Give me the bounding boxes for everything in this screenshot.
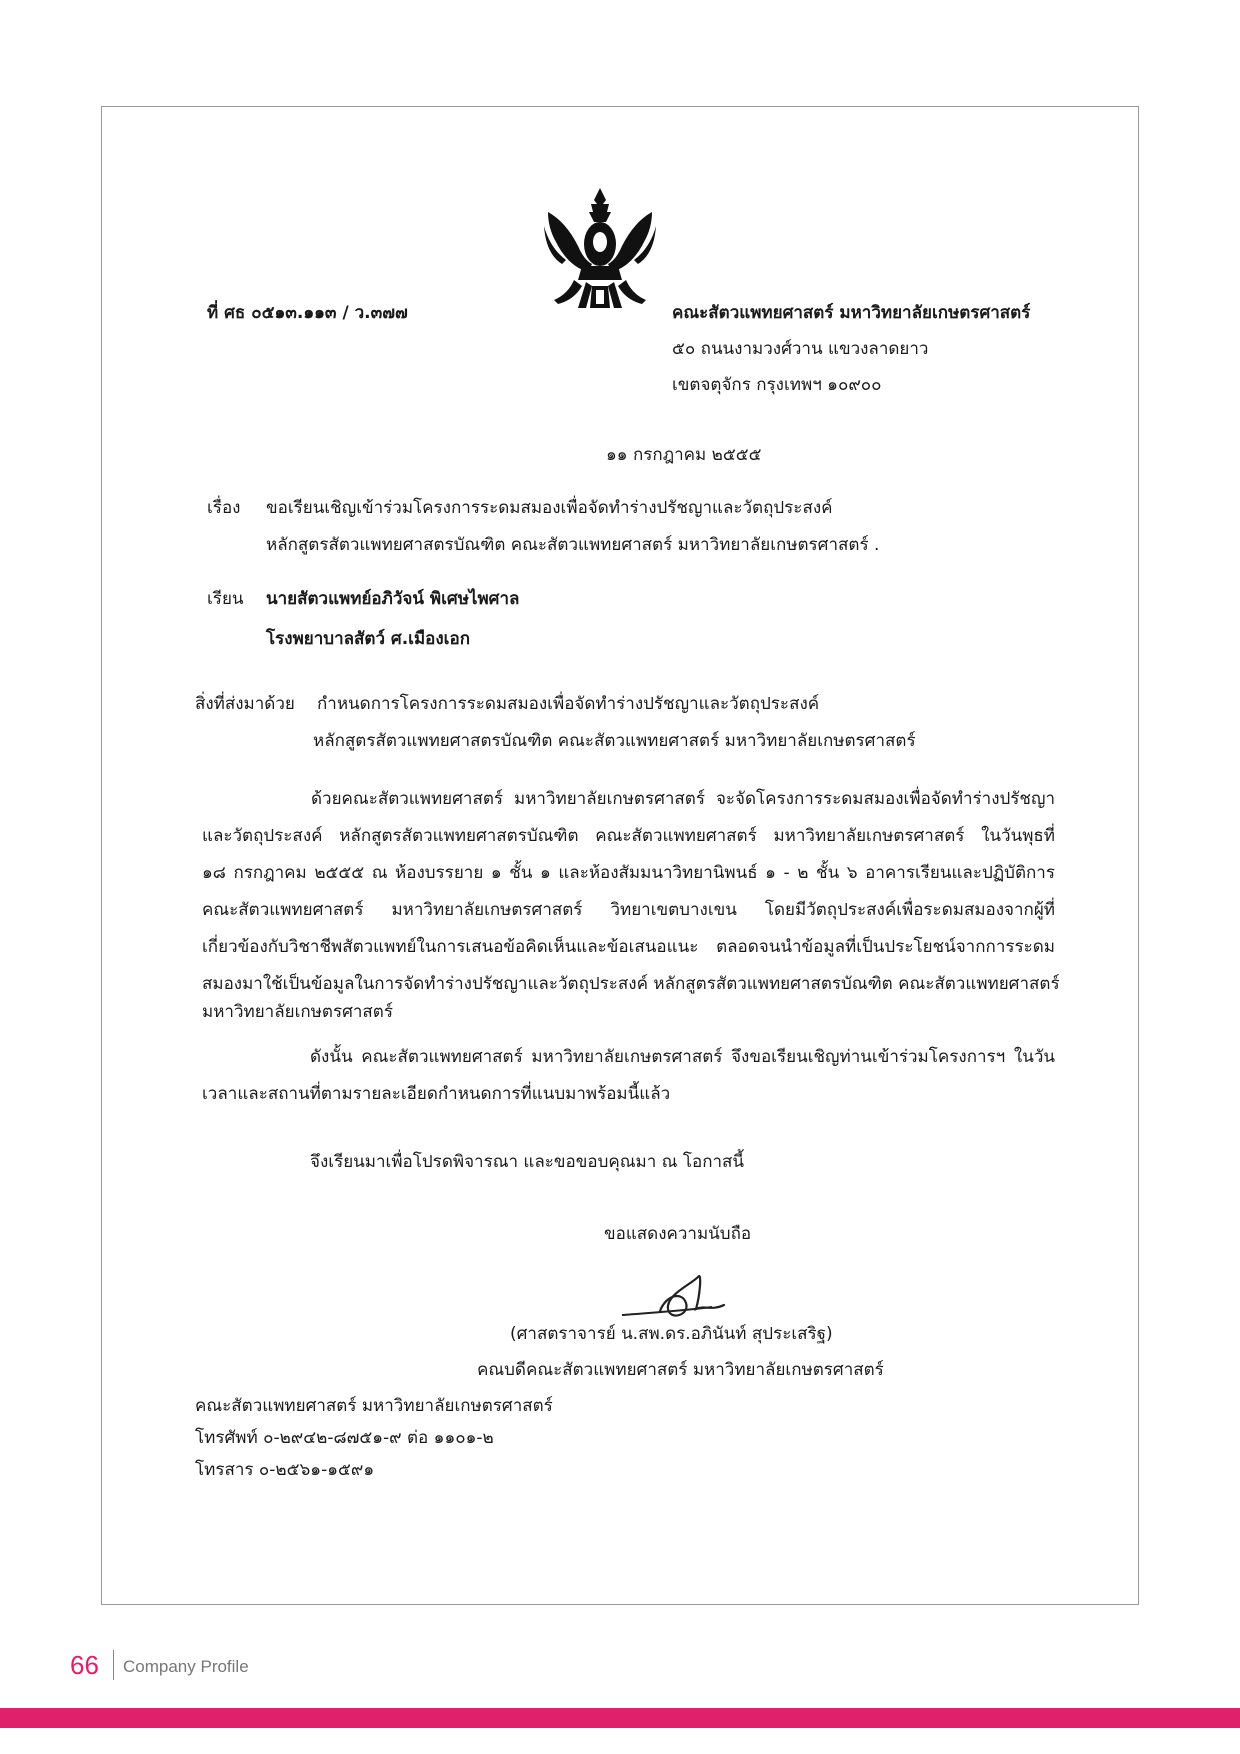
body-paragraph-1-line: และวัตถุประสงค์ หลักสูตรสัตวแพทยศาสตรบัณฑิต คณะสัตวแพทยศาสตร์ มหาวิทยาลัยเกษตรศาสตร์ ในวันพุธที่ bbox=[202, 826, 1055, 846]
sender-organization: คณะสัตวแพทยศาสตร์ มหาวิทยาลัยเกษตรศาสตร์ bbox=[672, 303, 1031, 323]
contact-organization: คณะสัตวแพทยศาสตร์ มหาวิทยาลัยเกษตรศาสตร์ bbox=[195, 1396, 553, 1416]
subject-line-2: หลักสูตรสัตวแพทยศาสตรบัณฑิต คณะสัตวแพทยศาสตร์ มหาวิทยาลัยเกษตรศาสตร์ . bbox=[266, 535, 880, 555]
subject-line-1: ขอเรียนเชิญเข้าร่วมโครงการระดมสมองเพื่อจัดทำร่างปรัชญาและวัตถุประสงค์ bbox=[266, 498, 833, 518]
garuda-emblem-icon bbox=[538, 182, 662, 318]
closing-salutation: ขอแสดงความนับถือ bbox=[604, 1224, 752, 1244]
signer-name: (ศาสตราจารย์ น.สพ.ดร.อภินันท์ สุประเสริฐ) bbox=[510, 1324, 833, 1344]
signer-title: คณบดีคณะสัตวแพทยศาสตร์ มหาวิทยาลัยเกษตรศาสตร์ bbox=[477, 1360, 884, 1380]
contact-fax: โทรสาร ๐-๒๕๖๑-๑๕๙๑ bbox=[195, 1460, 375, 1480]
footer-divider bbox=[113, 1650, 114, 1680]
page-number: 66 bbox=[70, 1650, 99, 1680]
enclosure-line-2: หลักสูตรสัตวแพทยศาสตรบัณฑิต คณะสัตวแพทยศาสตร์ มหาวิทยาลัยเกษตรศาสตร์ bbox=[313, 731, 916, 751]
letter-date: ๑๑ กรกฎาคม ๒๕๕๕ bbox=[606, 445, 762, 465]
footer-label: Company Profile bbox=[123, 1657, 249, 1676]
contact-phone: โทรศัพท์ ๐-๒๙๔๒-๘๗๕๑-๙ ต่อ ๑๑๐๑-๒ bbox=[195, 1428, 494, 1448]
recipient-label: เรียน bbox=[207, 589, 244, 609]
body-paragraph-2-line: ดังนั้น คณะสัตวแพทยศาสตร์ มหาวิทยาลัยเกษตรศาสตร์ จึงขอเรียนเชิญท่านเข้าร่วมโครงการฯ ในวัน bbox=[310, 1047, 1055, 1067]
closing-request: จึงเรียนมาเพื่อโปรดพิจารณา และขอขอบคุณมา ณ โอกาสนี้ bbox=[310, 1152, 745, 1172]
body-paragraph-1-line: ๑๘ กรกฎาคม ๒๕๕๕ ณ ห้องบรรยาย ๑ ชั้น ๑ และห้องสัมมนาวิทยานิพนธ์ ๑ - ๒ ชั้น ๖ อาคารเรียนและปฏิบัติการ bbox=[202, 863, 1055, 883]
body-paragraph-1-line: มหาวิทยาลัยเกษตรศาสตร์ bbox=[202, 1002, 393, 1022]
enclosure-label: สิ่งที่ส่งมาด้วย bbox=[195, 694, 295, 714]
body-paragraph-1-line: เกี่ยวข้องกับวิชาชีพสัตวแพทย์ในการเสนอข้อคิดเห็นและข้อเสนอแนะ ตลอดจนนำข้อมูลที่เป็นประโยชน์จากการระดม bbox=[202, 937, 1055, 957]
footer-accent-bar bbox=[0, 1708, 1240, 1728]
handwritten-signature bbox=[620, 1265, 740, 1327]
sender-address-line-2: เขตจตุจักร กรุงเทพฯ ๑๐๙๐๐ bbox=[672, 375, 882, 395]
body-paragraph-2-line: เวลาและสถานที่ตามรายละเอียดกำหนดการที่แนบมาพร้อมนี้แล้ว bbox=[202, 1084, 671, 1104]
subject-label: เรื่อง bbox=[207, 498, 241, 518]
recipient-name: นายสัตวแพทย์อภิวัจน์ พิเศษไพศาล bbox=[266, 589, 520, 609]
body-paragraph-1-line: ด้วยคณะสัตวแพทยศาสตร์ มหาวิทยาลัยเกษตรศาสตร์ จะจัดโครงการระดมสมองเพื่อจัดทำร่างปรัชญา bbox=[311, 789, 1055, 809]
body-paragraph-1-line: คณะสัตวแพทยศาสตร์ มหาวิทยาลัยเกษตรศาสตร์ วิทยาเขตบางเขน โดยมีวัตถุประสงค์เพื่อระดมสมองจากผู้ที่ bbox=[202, 900, 1055, 920]
sender-address-line-1: ๕๐ ถนนงามวงศ์วาน แขวงลาดยาว bbox=[672, 339, 929, 359]
enclosure-line-1: กำหนดการโครงการระดมสมองเพื่อจัดทำร่างปรัชญาและวัตถุประสงค์ bbox=[317, 694, 820, 714]
reference-number: ที่ ศธ ๐๕๑๓.๑๑๓ / ว.๓๗๗ bbox=[207, 303, 408, 323]
body-paragraph-1-line: สมองมาใช้เป็นข้อมูลในการจัดทำร่างปรัชญาและวัตถุประสงค์ หลักสูตรสัตวแพทยศาสตรบัณฑิต คณะสัตวแพทยศาสตร์ bbox=[202, 974, 1060, 994]
recipient-organization: โรงพยาบาลสัตว์ ศ.เมืองเอก bbox=[266, 629, 470, 649]
